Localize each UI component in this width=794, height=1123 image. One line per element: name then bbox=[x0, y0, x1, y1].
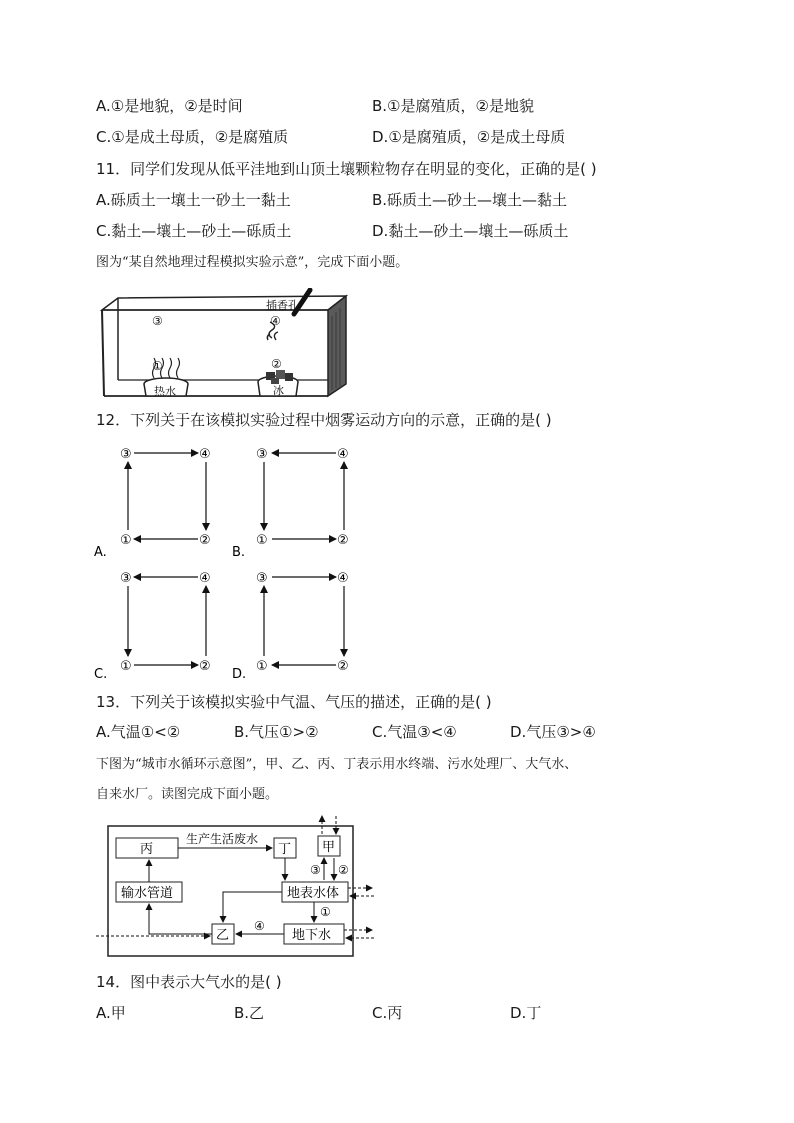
edge-2-label: ② bbox=[338, 863, 349, 877]
box-yi-label: 乙 bbox=[216, 928, 230, 943]
b-node-1: ① bbox=[256, 533, 268, 548]
q10-option-d: D.①是腐殖质，②是成土母质 bbox=[372, 128, 566, 146]
box-bing-label: 丙 bbox=[140, 842, 154, 857]
box-right-side-panel bbox=[328, 296, 346, 396]
q11-option-d: D.黏土—砂土—壤土—砾质土 bbox=[372, 222, 569, 240]
ice-label: 冰 bbox=[273, 384, 284, 397]
option-letter-a: A. bbox=[94, 545, 107, 560]
hot-water-label: 热水 bbox=[154, 385, 176, 398]
c-node-1: ① bbox=[120, 659, 132, 674]
edge-1-label: ① bbox=[320, 905, 331, 919]
q10-option-b: B.①是腐殖质，②是地貌 bbox=[372, 97, 534, 115]
q13-option-b: B.气压①>② bbox=[234, 723, 319, 741]
edge-4-label: ④ bbox=[254, 919, 265, 933]
a-node-4: ④ bbox=[199, 447, 211, 462]
c-node-3: ③ bbox=[120, 571, 132, 586]
q12-stem: 12．下列关于在该模拟实验过程中烟雾运动方向的示意，正确的是( ) bbox=[96, 411, 552, 429]
diagram-b bbox=[264, 453, 344, 539]
a-node-2: ② bbox=[199, 533, 211, 548]
q13-stem: 13．下列关于该模拟实验中气温、气压的描述，正确的是( ) bbox=[96, 693, 492, 711]
box-ding-label: 丁 bbox=[278, 842, 292, 857]
q10-option-a: A.①是地貌，②是时间 bbox=[96, 97, 243, 115]
box-jia-label: 甲 bbox=[322, 840, 336, 855]
q14-option-a: A.甲 bbox=[96, 1004, 126, 1022]
option-letter-d: D. bbox=[232, 667, 247, 680]
a-node-3: ③ bbox=[120, 447, 132, 462]
d-node-1: ① bbox=[256, 659, 268, 674]
q14-option-b: B.乙 bbox=[234, 1004, 265, 1022]
q11-option-a: A.砾质土一壤土一砂土一黏土 bbox=[96, 191, 291, 209]
diagram-a bbox=[128, 453, 206, 539]
q14-option-c: C.丙 bbox=[372, 1004, 403, 1022]
diagram-c bbox=[128, 577, 206, 665]
box-front-left-edge bbox=[102, 310, 104, 396]
intro-experiment: 图为“某自然地理过程模拟实验示意”，完成下面小题。 bbox=[96, 255, 409, 270]
q11-option-c: C.黏土—壤土—砂土—砾质土 bbox=[96, 222, 292, 240]
d-node-4: ④ bbox=[337, 571, 349, 586]
diagram-d bbox=[264, 577, 344, 665]
q14-stem: 14．图中表示大气水的是( ) bbox=[96, 973, 282, 991]
q13-option-c: C.气温③<④ bbox=[372, 723, 457, 741]
a-node-1: ① bbox=[120, 533, 132, 548]
intro-water-cycle-line1: 下图为“城市水循环示意图”，甲、乙、丙、丁表示用水终端、污水处理厂、大气水、 bbox=[96, 757, 578, 772]
q10-option-c: C.①是成土母质，②是腐殖质 bbox=[96, 128, 289, 146]
b-node-2: ② bbox=[337, 533, 349, 548]
box-groundwater-label: 地下水 bbox=[292, 928, 332, 943]
b-node-3: ③ bbox=[256, 447, 268, 462]
marker-4: ④ bbox=[270, 314, 281, 328]
q11-stem: 11．同学们发现从低平洼地到山顶土壤颗粒物存在明显的变化，正确的是( ) bbox=[96, 160, 597, 178]
experiment-figure bbox=[96, 288, 356, 400]
q13-option-d: D.气压③>④ bbox=[510, 723, 596, 741]
edge-waste-label: 生产生活废水 bbox=[186, 832, 259, 846]
c-node-4: ④ bbox=[199, 571, 211, 586]
water-cycle-figure bbox=[96, 812, 386, 962]
option-letter-c: C. bbox=[94, 667, 108, 680]
marker-2: ② bbox=[271, 357, 282, 371]
box-top-edge bbox=[102, 296, 346, 310]
d-node-2: ② bbox=[337, 659, 349, 674]
q11-option-b: B.砾质土—砂土—壤土—黏土 bbox=[372, 191, 568, 209]
box-surface-label: 地表水体 bbox=[287, 886, 340, 901]
box-pipe-label: 输水管道 bbox=[121, 886, 174, 901]
marker-1: ① bbox=[152, 359, 163, 373]
incense-hole-label: 插香孔 bbox=[266, 299, 299, 312]
q12-option-diagrams bbox=[90, 440, 380, 680]
b-node-4: ④ bbox=[337, 447, 349, 462]
marker-3: ③ bbox=[152, 314, 163, 328]
option-letter-b: B. bbox=[232, 545, 246, 560]
intro-water-cycle-line2: 自来水厂。读图完成下面小题。 bbox=[96, 787, 279, 802]
edge-3-label: ③ bbox=[310, 863, 321, 877]
d-node-3: ③ bbox=[256, 571, 268, 586]
q14-option-d: D.丁 bbox=[510, 1004, 542, 1022]
q13-option-a: A.气温①<② bbox=[96, 723, 181, 741]
c-node-2: ② bbox=[199, 659, 211, 674]
